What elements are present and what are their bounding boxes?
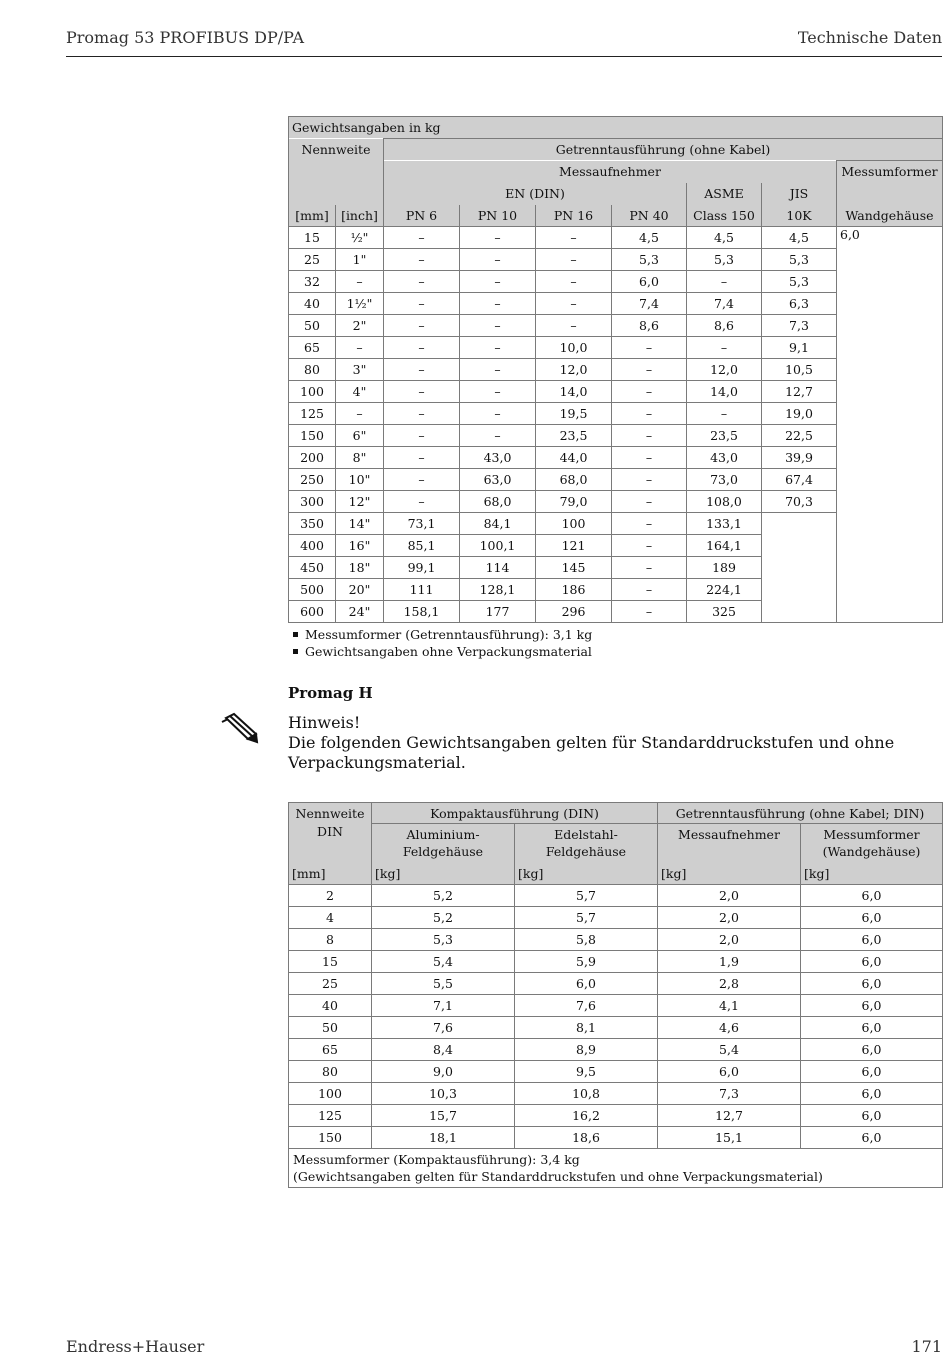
table-cell: 5,3	[762, 249, 837, 271]
table-cell: 300	[289, 491, 336, 513]
table-caption: Gewichtsangaben in kg	[289, 117, 943, 139]
table-cell: –	[384, 425, 460, 447]
table-cell: 6,0	[612, 271, 687, 293]
table-cell: 7,4	[687, 293, 762, 315]
table-cell: 100	[289, 381, 336, 403]
table-cell: 19,0	[762, 403, 837, 425]
table-cell: 8"	[336, 447, 384, 469]
table-cell: 350	[289, 513, 336, 535]
table-cell: 125	[289, 1105, 372, 1127]
table-cell: 6,0	[801, 951, 943, 973]
col-header-nennweite: Nennweite	[289, 803, 372, 824]
table-cell: 85,1	[384, 535, 460, 557]
table-cell: –	[536, 315, 612, 337]
footnote-line: (Gewichtsangaben gelten für Standarddruckstufen und ohne Verpackungsmaterial)	[293, 1169, 823, 1184]
table-cell: 500	[289, 579, 336, 601]
table-cell: 12,0	[687, 359, 762, 381]
table-cell: 6"	[336, 425, 384, 447]
table-cell: 79,0	[536, 491, 612, 513]
table-cell: 7,3	[658, 1083, 801, 1105]
table-cell: –	[384, 447, 460, 469]
unit-mm: [mm]	[289, 205, 336, 227]
col-header-kompakt: Kompaktausführung (DIN)	[372, 803, 658, 824]
table-cell: 23,5	[687, 425, 762, 447]
table-cell: 12,7	[762, 381, 837, 403]
table-cell: 44,0	[536, 447, 612, 469]
table-cell: –	[460, 227, 536, 249]
table-cell: 16"	[336, 535, 384, 557]
table-cell: 177	[460, 601, 536, 623]
col-header-aluminium	[372, 824, 515, 864]
table-cell: –	[336, 271, 384, 293]
table-cell: 5,4	[372, 951, 515, 973]
table-cell: 65	[289, 337, 336, 359]
col-pn10: PN 10	[460, 205, 536, 227]
table-cell: 73,1	[384, 513, 460, 535]
table-cell: 8,9	[515, 1039, 658, 1061]
table-cell: 25	[289, 973, 372, 995]
table-cell: 6,0	[515, 973, 658, 995]
list-item: Gewichtsangaben ohne Verpackungsmaterial	[290, 643, 592, 660]
table-cell: 200	[289, 447, 336, 469]
table-cell: –	[687, 271, 762, 293]
col-header-en-din: EN (DIN)	[384, 183, 687, 205]
col-header-edelstahl-line2: Feldgehäuse	[545, 844, 627, 859]
table-cell: –	[460, 315, 536, 337]
table-cell: 125	[289, 403, 336, 425]
table-cell: 19,5	[536, 403, 612, 425]
hint-block	[288, 713, 944, 773]
table-cell: 108,0	[687, 491, 762, 513]
col-header-jis: JIS	[762, 183, 837, 205]
table-cell: 10,0	[536, 337, 612, 359]
table-cell: 10"	[336, 469, 384, 491]
table-cell: –	[612, 447, 687, 469]
table-cell: 8,1	[515, 1017, 658, 1039]
table-cell: –	[612, 535, 687, 557]
table-cell: –	[687, 403, 762, 425]
col-header-messaufnehmer: Messaufnehmer	[384, 161, 837, 183]
table-cell: 2,8	[658, 973, 801, 995]
table-footnote	[289, 1149, 943, 1188]
table-cell: 100,1	[460, 535, 536, 557]
table-cell: 70,3	[762, 491, 837, 513]
col-wandgehaeuse: Wandgehäuse	[837, 205, 943, 227]
table-cell: –	[612, 557, 687, 579]
col-10k: 10K	[762, 205, 837, 227]
table-row	[289, 929, 943, 951]
table-cell: –	[612, 403, 687, 425]
table-cell: 50	[289, 315, 336, 337]
table-cell: 10,8	[515, 1083, 658, 1105]
col-header-messumformer	[801, 824, 943, 864]
table-cell: 40	[289, 995, 372, 1017]
table-cell: –	[612, 337, 687, 359]
table-cell: 6,0	[801, 1083, 943, 1105]
table-cell: 6,0	[801, 929, 943, 951]
col-header-nennweite: Nennweite	[289, 139, 384, 161]
table-cell: 8,6	[687, 315, 762, 337]
table-row	[289, 1017, 943, 1039]
table-cell: 128,1	[460, 579, 536, 601]
table-cell: 18,1	[372, 1127, 515, 1149]
table-row	[289, 973, 943, 995]
table-cell: 100	[536, 513, 612, 535]
table-cell: 600	[289, 601, 336, 623]
footnote-line: Messumformer (Kompaktausführung): 3,4 kg	[293, 1152, 580, 1167]
table-cell: 189	[687, 557, 762, 579]
table-cell: 1,9	[658, 951, 801, 973]
table-cell: 99,1	[384, 557, 460, 579]
table-cell: 8,4	[372, 1039, 515, 1061]
table-cell: –	[612, 425, 687, 447]
table-cell: 4,5	[762, 227, 837, 249]
table-cell: 2,0	[658, 907, 801, 929]
table-row	[289, 1083, 943, 1105]
table-cell: 7,3	[762, 315, 837, 337]
table-cell: 5,3	[762, 271, 837, 293]
col-pn40: PN 40	[612, 205, 687, 227]
col-header-aluminium-line1: Aluminium-	[406, 827, 480, 842]
table-cell: –	[384, 359, 460, 381]
table-cell: 3"	[336, 359, 384, 381]
table-cell: –	[336, 337, 384, 359]
table-cell: 16,2	[515, 1105, 658, 1127]
table-cell: 8	[289, 929, 372, 951]
table-cell: 84,1	[460, 513, 536, 535]
table-cell: ½"	[336, 227, 384, 249]
table-cell: 39,9	[762, 447, 837, 469]
unit-mm: [mm]	[289, 864, 372, 885]
col-header-aluminium-line2: Feldgehäuse	[402, 844, 484, 859]
table-row	[289, 1105, 943, 1127]
table-cell: 68,0	[460, 491, 536, 513]
table-cell: 5,3	[612, 249, 687, 271]
table-cell: –	[460, 271, 536, 293]
table-cell: 2	[289, 885, 372, 907]
table-cell: 150	[289, 425, 336, 447]
table-cell: –	[536, 293, 612, 315]
table-cell: 5,3	[372, 929, 515, 951]
table-cell: 6,0	[801, 995, 943, 1017]
footer-brand: Endress+Hauser	[66, 1337, 205, 1356]
col-header-edelstahl	[515, 824, 658, 864]
unit-kg: [kg]	[372, 864, 515, 885]
table-cell: –	[612, 491, 687, 513]
col-class150: Class 150	[687, 205, 762, 227]
table-cell: 15	[289, 227, 336, 249]
table-cell: 12,0	[536, 359, 612, 381]
unit-kg: [kg]	[801, 864, 943, 885]
table-cell: 6,0	[658, 1061, 801, 1083]
table-row	[289, 1127, 943, 1149]
table-cell: 7,1	[372, 995, 515, 1017]
table-cell: –	[460, 381, 536, 403]
table-cell: 164,1	[687, 535, 762, 557]
table-cell: 133,1	[687, 513, 762, 535]
table-cell: 158,1	[384, 601, 460, 623]
list-item: Messumformer (Getrenntausführung): 3,1 kg	[290, 626, 592, 643]
table-cell: 5,9	[515, 951, 658, 973]
table-cell: 145	[536, 557, 612, 579]
table-cell: 2"	[336, 315, 384, 337]
table-cell: 6,0	[801, 1127, 943, 1149]
table-cell: 4,5	[687, 227, 762, 249]
table-cell: 4,5	[612, 227, 687, 249]
table-cell: –	[460, 359, 536, 381]
col-header-din: DIN	[289, 824, 372, 864]
table-cell: 6,0	[801, 1039, 943, 1061]
table-cell: 5,8	[515, 929, 658, 951]
table-cell: 250	[289, 469, 336, 491]
table-cell: 2,0	[658, 929, 801, 951]
col-header-messumformer-line1: Messumformer	[823, 827, 920, 842]
table-cell: 6,0	[801, 907, 943, 929]
table-cell: 6,3	[762, 293, 837, 315]
table-cell: 186	[536, 579, 612, 601]
table-cell: 5,5	[372, 973, 515, 995]
table-cell: 9,1	[762, 337, 837, 359]
table-cell: 111	[384, 579, 460, 601]
table-cell: 7,6	[372, 1017, 515, 1039]
table-cell: 40	[289, 293, 336, 315]
table-cell: 43,0	[687, 447, 762, 469]
table-cell: 22,5	[762, 425, 837, 447]
hint-text: Die folgenden Gewichtsangaben gelten für Standarddruckstufen und ohne Verpackungsmaterial.	[288, 733, 895, 772]
hint-label: Hinweis!	[288, 713, 361, 732]
table-cell: 15,1	[658, 1127, 801, 1149]
table-row	[289, 907, 943, 929]
table-cell: 5,3	[687, 249, 762, 271]
col-header-edelstahl-line1: Edelstahl-	[554, 827, 618, 842]
section-title: Promag H	[288, 684, 373, 702]
col-pn16: PN 16	[536, 205, 612, 227]
table-row	[289, 1039, 943, 1061]
table-row	[289, 995, 943, 1017]
col-header-asme: ASME	[687, 183, 762, 205]
table-cell: 9,5	[515, 1061, 658, 1083]
table-cell: –	[536, 227, 612, 249]
table-cell: 32	[289, 271, 336, 293]
table-cell-empty	[762, 513, 837, 623]
table-cell: 50	[289, 1017, 372, 1039]
table-cell: 296	[536, 601, 612, 623]
table-cell: 14,0	[687, 381, 762, 403]
table-cell: 6,0	[801, 885, 943, 907]
table-cell: –	[612, 601, 687, 623]
table-cell: 5,7	[515, 885, 658, 907]
table-cell: 15	[289, 951, 372, 973]
table-cell: 18"	[336, 557, 384, 579]
table-cell: –	[536, 271, 612, 293]
table-cell: 114	[460, 557, 536, 579]
table-cell: 10,5	[762, 359, 837, 381]
page-number: 171	[911, 1337, 942, 1356]
table-cell: 100	[289, 1083, 372, 1105]
table-row	[289, 885, 943, 907]
table-cell: –	[460, 425, 536, 447]
table-cell: 14,0	[536, 381, 612, 403]
table-cell: 20"	[336, 579, 384, 601]
table-cell: 43,0	[460, 447, 536, 469]
table-cell: –	[612, 469, 687, 491]
table-cell: 67,4	[762, 469, 837, 491]
table-cell: 15,7	[372, 1105, 515, 1127]
table-cell: 24"	[336, 601, 384, 623]
table-cell: –	[384, 271, 460, 293]
table-cell: 65	[289, 1039, 372, 1061]
table-cell: –	[612, 579, 687, 601]
table-cell: 5,7	[515, 907, 658, 929]
table-cell: –	[384, 337, 460, 359]
table-cell: –	[460, 249, 536, 271]
table-cell: 73,0	[687, 469, 762, 491]
table-cell: –	[384, 315, 460, 337]
table-cell: 23,5	[536, 425, 612, 447]
table-cell: 8,6	[612, 315, 687, 337]
table-cell: 6,0	[801, 1105, 943, 1127]
header-rule	[66, 56, 942, 57]
table-cell: 4"	[336, 381, 384, 403]
table-cell: –	[612, 513, 687, 535]
table-cell: 10,3	[372, 1083, 515, 1105]
table-cell: 400	[289, 535, 336, 557]
table-cell: 6,0	[801, 1061, 943, 1083]
table-cell: –	[384, 381, 460, 403]
table-cell: 4,1	[658, 995, 801, 1017]
table-cell: 14"	[336, 513, 384, 535]
table-row	[289, 1061, 943, 1083]
table-cell: –	[336, 403, 384, 425]
col-pn6: PN 6	[384, 205, 460, 227]
table-cell: 9,0	[372, 1061, 515, 1083]
table-cell: 5,4	[658, 1039, 801, 1061]
table-cell: –	[612, 381, 687, 403]
weights-table-promag-h	[288, 802, 943, 1188]
table-cell: 68,0	[536, 469, 612, 491]
table-cell: 450	[289, 557, 336, 579]
table-cell: –	[384, 491, 460, 513]
table-cell: 80	[289, 1061, 372, 1083]
table-cell: 150	[289, 1127, 372, 1149]
table-cell: 5,2	[372, 885, 515, 907]
col-header-messumformer: Messumformer	[837, 161, 943, 183]
table-cell: 121	[536, 535, 612, 557]
table-cell: 63,0	[460, 469, 536, 491]
table-cell: 4	[289, 907, 372, 929]
table-cell: –	[384, 469, 460, 491]
table-cell: –	[384, 403, 460, 425]
table-cell: –	[460, 293, 536, 315]
table-cell: 1½"	[336, 293, 384, 315]
table-cell: –	[460, 403, 536, 425]
table-cell: –	[536, 249, 612, 271]
table-row	[289, 951, 943, 973]
table-cell: 7,6	[515, 995, 658, 1017]
table-cell: 2,0	[658, 885, 801, 907]
table-cell: 12,7	[658, 1105, 801, 1127]
table-cell: 18,6	[515, 1127, 658, 1149]
table-cell: –	[384, 293, 460, 315]
table1-notes	[290, 626, 592, 660]
table-cell: 325	[687, 601, 762, 623]
wandgehaeuse-value: 6,0	[837, 227, 943, 623]
table-cell: 6,0	[801, 1017, 943, 1039]
table-cell: –	[384, 249, 460, 271]
col-header-messaufnehmer: Messaufnehmer	[658, 824, 801, 864]
table-cell: 7,4	[612, 293, 687, 315]
unit-kg: [kg]	[658, 864, 801, 885]
table-cell: 80	[289, 359, 336, 381]
table-cell: –	[460, 337, 536, 359]
table-cell: 25	[289, 249, 336, 271]
unit-inch: [inch]	[336, 205, 384, 227]
table-cell: –	[384, 227, 460, 249]
unit-kg: [kg]	[515, 864, 658, 885]
col-header-messumformer-line2: (Wandgehäuse)	[822, 844, 921, 859]
table-cell: 6,0	[801, 973, 943, 995]
table-cell: –	[612, 359, 687, 381]
running-header-left: Promag 53 PROFIBUS DP/PA	[66, 28, 305, 47]
table-cell: 224,1	[687, 579, 762, 601]
pencil-icon	[220, 712, 260, 744]
table-cell: 1"	[336, 249, 384, 271]
weights-table-remote	[288, 116, 943, 623]
table-row	[289, 227, 943, 249]
table-cell: –	[687, 337, 762, 359]
running-header-right: Technische Daten	[797, 28, 942, 47]
table-cell: 5,2	[372, 907, 515, 929]
table-cell: 4,6	[658, 1017, 801, 1039]
col-header-getrennt: Getrenntausführung (ohne Kabel)	[384, 139, 943, 161]
col-header-getrennt: Getrenntausführung (ohne Kabel; DIN)	[658, 803, 943, 824]
table-cell: 12"	[336, 491, 384, 513]
